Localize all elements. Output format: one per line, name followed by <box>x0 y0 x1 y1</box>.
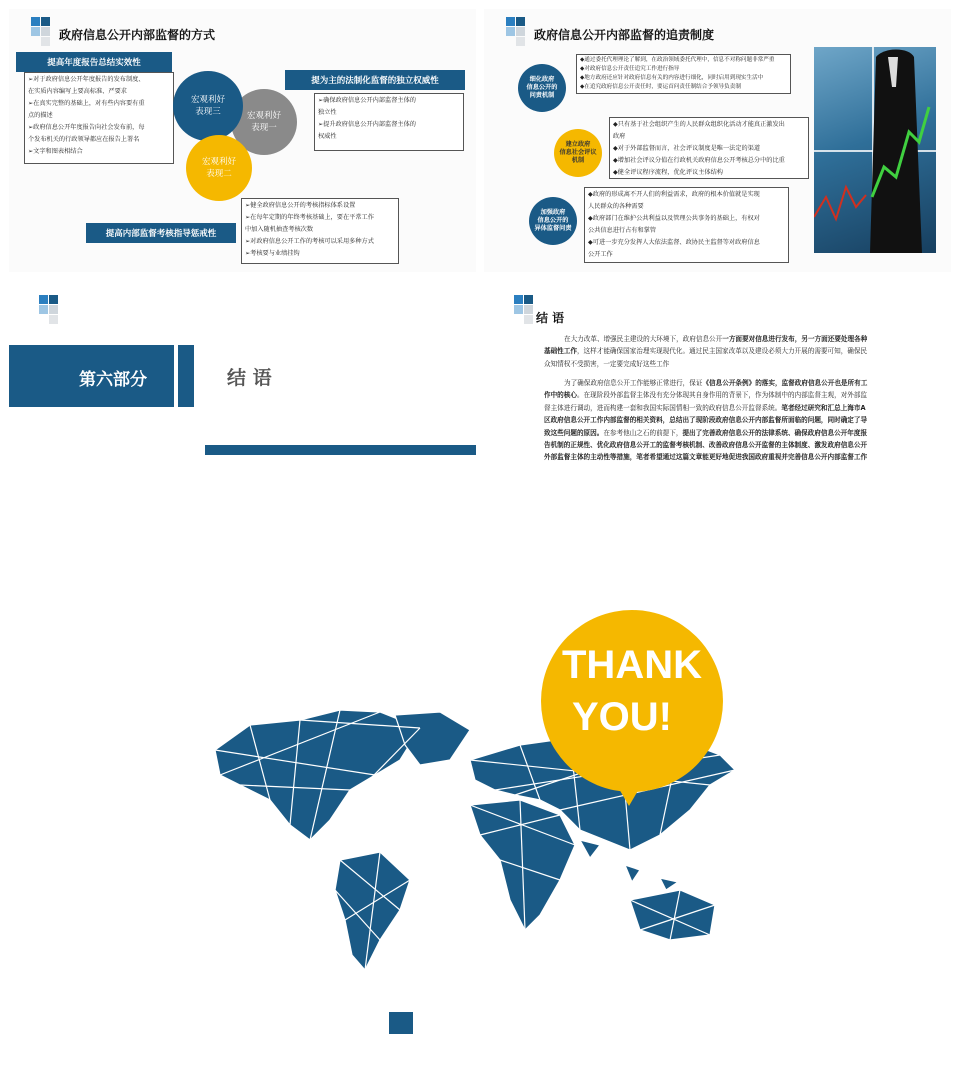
circle-benefit-2: 宏观利好 表现二 <box>186 135 252 201</box>
slide-section-six <box>9 285 476 548</box>
businessman-photo <box>814 47 936 253</box>
circle-accountability: 细化政府 信息公开的 问责机制 <box>518 64 566 112</box>
header-annual-report: 提高年度报告总结实效性 <box>16 52 172 72</box>
circle-benefit-3: 宏观利好 表现三 <box>173 71 243 141</box>
box-accountability: ◆通过委托代理理论了解到，在政治领域委托代理中，信息不对称问题非常严重 ◆对政府信息公开责任追究工作进行指导 ◆地方政府还应针对政府信息有关的内容进行细化，同时启用到现实生活中 ◆在追究政府信息公开责任时，要运首问责任制结合予领导负责制 <box>576 54 791 94</box>
footer-square <box>389 1012 413 1034</box>
world-map-image <box>0 560 960 1084</box>
slide-title: 政府信息公开内部监督的追责制度 <box>534 28 715 42</box>
slide-conclusion <box>484 285 951 548</box>
circle-social-evaluation: 建立政府 信息社会评议 机制 <box>554 129 602 177</box>
section-bar-thin <box>178 345 194 407</box>
thank-you-line-1: THANK <box>562 643 702 687</box>
slide-internal-supervision-methods <box>9 9 476 272</box>
thank-you-bubble-tail <box>615 782 643 806</box>
header-legal-supervision: 提为主的法制化监督的独立权威性 <box>285 70 465 90</box>
section-underline <box>205 445 476 455</box>
thank-you-line-2: YOU! <box>572 695 672 739</box>
growth-chart-image <box>814 47 936 253</box>
conclusion-paragraph-1: 在大力改革、增强民主建设的大环境下，政府信息公开一方面要对信息进行发布，另一方面还要处理各种基础性工作，这样才能确保国家治理实现现代化。通过民主国家改革以及建设必须大力开展的需要可知，确保民众知情权不受损害，一定要完成好这些工作 <box>544 335 868 368</box>
section-title: 结 语 <box>227 367 272 389</box>
slide-title: 结 语 <box>536 311 565 325</box>
slide-thank-you <box>0 560 960 1084</box>
box-annual-report: ➢对于政府信息公开年度报告的发布制度、 在实质内容编写上要高标准、严要求 ➢在真实完整的基础上，对有些内容要有重 点的描述 ➢政府信息公开年度报告向社会发布前，每 个发布机关的行政领导都应在报告上署名 ➢文字和图表相结合 <box>24 72 174 164</box>
section-number: 第六部分 <box>79 370 147 390</box>
box-legal-supervision: ➢确保政府信息公开内部监督主体的 独立性 ➢提升政府信息公开内部监督主体的 权威性 <box>314 93 464 151</box>
conclusion-paragraph-2: 为了确保政府信息公开工作能够正常进行，保证《信息公开条例》的落实，监督政府信息公开也是所有工作中的核心。在现阶段外部监督主体没有充分体现其自身作用的背景下，作为体制中的内部监督主观，对外部监督主体进行调动，进而构建一套和我国实际国情相一致的政府信息公开监督系统。笔者经过研究和汇总上海市A区政府信息公开工作内部监督的相关资料，总结出了现阶段政府信息公开内部监督所面临的问题，同时确定了导致这些问题的原因。在参考他山之石的前提下，提出了完善政府信息公开的法律系统、确保政府信息公开年度报告机制的正规性、优化政府信息公开工的监督考核机制、改善政府信息公开监督的主体制度、激发政府信息公开外部监督主体的主动性等措施，笔者希望通过这篇文章能更好地促进我国政府重视并完善信息公开内部监督工作 <box>544 379 868 462</box>
box-social-evaluation: ◆只有基于社会组织产生的人民群众组织化活动才能真正激发出 政府 ◆对于外部监督而言，社会评议制度是唯一法定的渠道 ◆增加社会评议分值在行政机关政府信息公开考核总分中的比重 ◆健全评议程序流程，优化评议主体结构 <box>609 117 809 179</box>
circle-external-supervision: 加强政府 信息公开的 异体监督问责 <box>529 197 577 245</box>
slide-title: 政府信息公开内部监督的方式 <box>59 28 216 42</box>
slide-accountability-system <box>484 9 951 272</box>
box-assessment: ➢健全政府信息公开的考核指标体系设置 ➢在每年定期的年终考核基础上，要在平常工作 中加入随机抽查考核次数 ➢对政府信息公开工作的考核可以采用多种方式 ➢考核要与业绩挂钩 <box>241 198 399 264</box>
circle-benefit-1: 宏观利好 表现一 <box>231 89 297 155</box>
header-assessment: 提高内部监督考核指导惩戒性 <box>86 223 236 243</box>
box-external-supervision: ◆政府的形成离不开人们的利益需求，政府的根本价值就是实现 人民群众的各种需要 ◆政府部门在维护公共利益以及管理公共事务的基础上，有权对 公共信息进行占有和掌管 ◆可进一步充分发挥人大依法监督、政协民主监督等对政府信息 公开工作 <box>584 187 789 263</box>
